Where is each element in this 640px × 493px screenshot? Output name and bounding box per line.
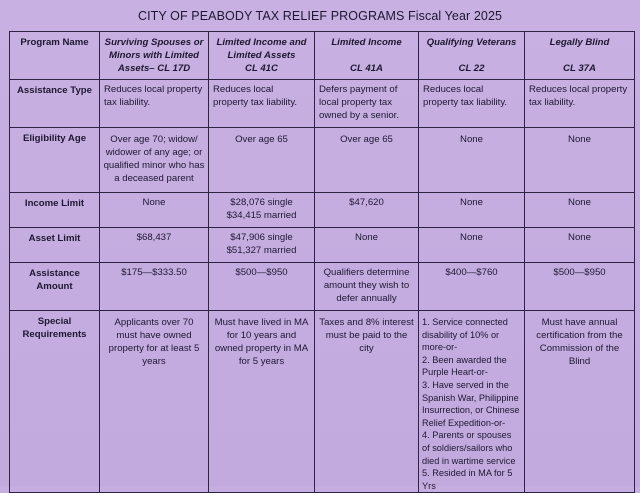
table-cell: Applicants over 70 must have owned property for at least 5 years bbox=[100, 311, 209, 493]
row-label: Assistance Amount bbox=[10, 263, 100, 311]
table-cell: None bbox=[100, 193, 209, 228]
table-cell: None bbox=[525, 228, 635, 263]
table-cell: $47,620 bbox=[315, 193, 419, 228]
table-cell: None bbox=[315, 228, 419, 263]
table-cell: None bbox=[525, 128, 635, 193]
program-code: CL 41A bbox=[350, 63, 383, 74]
requirement-item: 3. Have served in the Spanish War, Philippine Insurrection, or Chinese Relief Expedition-or- bbox=[422, 379, 520, 428]
table-cell: Over age 65 bbox=[209, 128, 315, 193]
program-code: CL 22 bbox=[458, 63, 485, 74]
tax-relief-table bbox=[9, 31, 635, 493]
program-header-cl37a bbox=[525, 32, 635, 80]
header-row bbox=[10, 32, 635, 80]
program-name: Surviving Spouses or Minors with Limited Assets– CL 17D bbox=[104, 37, 204, 74]
program-code: CL 37A bbox=[563, 63, 596, 74]
veteran-requirements-cell bbox=[419, 311, 525, 493]
row-label: Eligibility Age bbox=[10, 128, 100, 193]
table-cell: $28,076 single $34,415 married bbox=[209, 193, 315, 228]
table-cell: Reduces local property tax liability. bbox=[209, 80, 315, 128]
table-cell: Must have lived in MA for 10 years and owned property in MA for 5 years bbox=[209, 311, 315, 493]
table-cell: None bbox=[525, 193, 635, 228]
table-row-asset-limit bbox=[10, 228, 635, 263]
program-name: Limited Income bbox=[331, 37, 402, 48]
table-cell: $500—$950 bbox=[209, 263, 315, 311]
table-cell: None bbox=[419, 193, 525, 228]
program-name: Limited Income and Limited Assets bbox=[216, 37, 307, 61]
table-cell: Reduces local property tax liability. bbox=[525, 80, 635, 128]
table-cell: Over age 70; widow/ widower of any age; or qualified minor who has a deceased parent bbox=[100, 128, 209, 193]
header-label: Program Name bbox=[10, 32, 100, 80]
table-cell: Over age 65 bbox=[315, 128, 419, 193]
table-cell: Reduces local property tax liability. bbox=[100, 80, 209, 128]
table-cell: Reduces local property tax liability. bbox=[419, 80, 525, 128]
table-cell: None bbox=[419, 128, 525, 193]
table-row-special-requirements bbox=[10, 311, 635, 493]
requirement-item: 5. Resided in MA for 5 Yrs bbox=[422, 468, 513, 491]
program-header-cl17d bbox=[100, 32, 209, 80]
requirement-item: 4. Parents or spouses of soldiers/sailors who died in wartime service bbox=[422, 430, 516, 466]
row-label: Special Requirements bbox=[10, 311, 100, 493]
table-cell: None bbox=[419, 228, 525, 263]
table-row-assistance-amount bbox=[10, 263, 635, 311]
program-header-cl22 bbox=[419, 32, 525, 80]
table-cell: $500—$950 bbox=[525, 263, 635, 311]
table-cell: Qualifiers determine amount they wish to defer annually bbox=[315, 263, 419, 311]
program-code: CL 41C bbox=[245, 63, 278, 74]
program-name: Legally Blind bbox=[549, 37, 610, 48]
row-label: Asset Limit bbox=[10, 228, 100, 263]
program-header-cl41a bbox=[315, 32, 419, 80]
table-row-assistance-type bbox=[10, 80, 635, 128]
program-name: Qualifying Veterans bbox=[426, 37, 517, 48]
table-cell: Taxes and 8% interest must be paid to the city bbox=[315, 311, 419, 493]
table-cell: $68,437 bbox=[100, 228, 209, 263]
row-label: Assistance Type bbox=[10, 80, 100, 128]
requirement-item: 1. Service connected disability of 10% or more-or- bbox=[422, 317, 508, 353]
program-header-cl41c bbox=[209, 32, 315, 80]
table-row-eligibility-age bbox=[10, 128, 635, 193]
table-cell: $175—$333.50 bbox=[100, 263, 209, 311]
requirement-item: 2. Been awarded the Purple Heart-or- bbox=[422, 354, 507, 378]
table-cell: Must have annual certification from the Commission of the Blind bbox=[525, 311, 635, 493]
table-cell: $47,906 single $51,327 married bbox=[209, 228, 315, 263]
page-title: CITY OF PEABODY TAX RELIEF PROGRAMS Fiscal Year 2025 bbox=[137, 9, 503, 23]
table-cell: Defers payment of local property tax owned by a senior. bbox=[315, 80, 419, 128]
table-cell: $400—$760 bbox=[419, 263, 525, 311]
row-label: Income Limit bbox=[10, 193, 100, 228]
table-row-income-limit bbox=[10, 193, 635, 228]
